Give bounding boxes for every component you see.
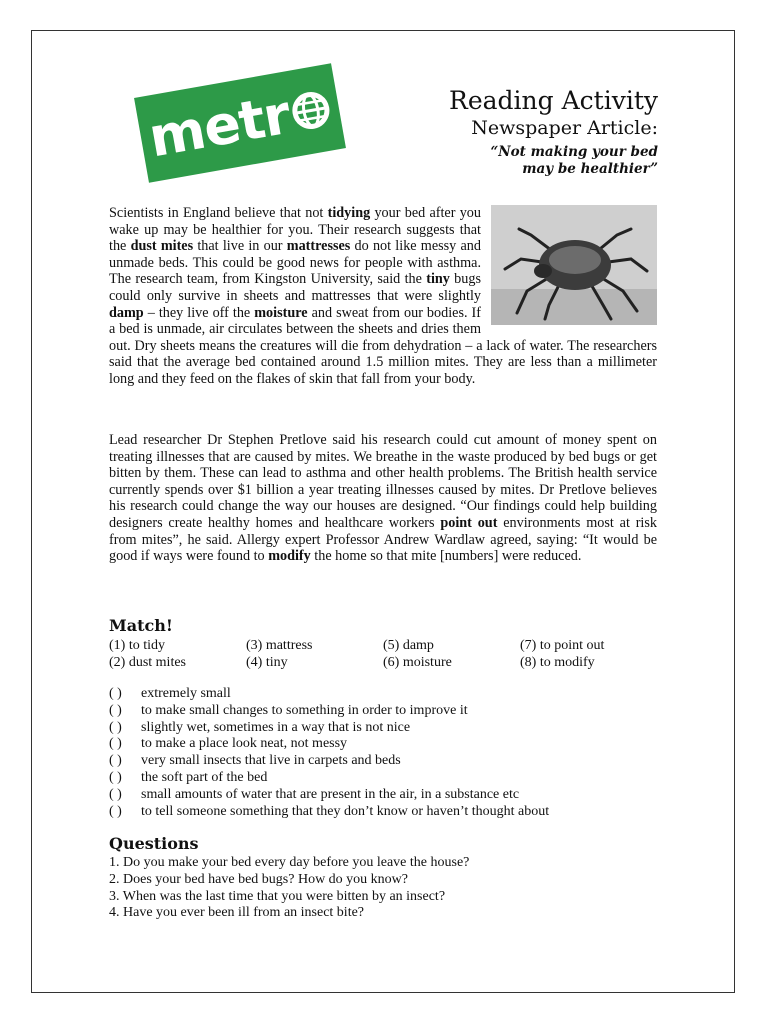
question-item: 3. When was the last time that you were bitten by an insect? (109, 888, 446, 904)
match-word: (6) moisture (383, 654, 452, 670)
match-definitions (109, 686, 669, 820)
text-run: Lead researcher Dr Stephen Pretlove said his research could cut amount of money spent on treating illnesses that are caused by mites. We breathe in the waste produced by bed bugs or get bitten by them. These can lead to asthma and other health problems. The British health service currently spends over $1 billion a year treating illnesses caused by mites. Dr Pretlove believes his research could change the way our houses are designed. “Our findings could help building designers create healthy homes and healthcare workers (109, 432, 657, 531)
logo-text: metr (144, 82, 295, 170)
definition-text: to tell someone something that they don’t know or haven’t thought about (141, 803, 550, 819)
definition-text: very small insects that live in carpets and beds (141, 753, 401, 769)
definition-text: to make a place look neat, not messy (141, 736, 348, 752)
question-item: 1. Do you make your bed every day before you leave the house? (109, 855, 470, 870)
answer-blank[interactable]: ( ) (109, 719, 122, 735)
vocab-word: dust mites (130, 238, 194, 255)
text-run: the home so that mite [numbers] were reduced. (310, 548, 582, 565)
definition-row (109, 720, 669, 737)
question-item: 2. Does your bed have bed bugs? How do you know? (109, 871, 408, 887)
vocab-word: mattresses (286, 238, 351, 255)
match-word: (8) to modify (520, 654, 595, 670)
answer-blank[interactable]: ( ) (109, 702, 122, 718)
definition-row (109, 770, 669, 787)
questions-list (109, 855, 669, 922)
definition-row (109, 736, 669, 753)
match-word: (2) dust mites (109, 654, 186, 670)
article-headline (449, 144, 658, 178)
match-word: (4) tiny (246, 654, 288, 670)
vocab-word: tiny (426, 271, 450, 288)
header (449, 86, 658, 178)
vocab-word: moisture (254, 304, 308, 321)
globe-icon (287, 87, 333, 133)
text-run: bugs could only survive in sheets and mattresses that were slightly (109, 271, 481, 304)
text-run: do not like messy and unmade beds. This could be good news for people with asthma. The research team, from Kingston University, said the (109, 238, 481, 288)
headline-line-1: “Not making your bed (490, 144, 658, 160)
text-run: your bed after you wake up may be healthier for you. Their research suggests that the (109, 205, 481, 255)
vocab-word: point out (440, 514, 498, 531)
answer-blank[interactable]: ( ) (109, 803, 122, 819)
vocab-word: modify (268, 548, 311, 565)
page-title: Reading Activity (449, 86, 658, 115)
answer-blank[interactable]: ( ) (109, 686, 122, 701)
paragraph-2-text (109, 432, 657, 564)
definition-text: the soft part of the bed (141, 769, 268, 785)
vocab-word: tidying (327, 205, 371, 221)
definition-row (109, 753, 669, 770)
question-item: 4. Have you ever been ill from an insect bite? (109, 905, 365, 921)
text-run: environments most at risk from mites”, he said. Allergy expert Professor Andrew Wardlaw agreed, saying: “It would be good if ways were found to (109, 514, 657, 565)
definition-text: slightly wet, sometimes in a way that is not nice (141, 719, 411, 735)
text-run: that live in our (193, 238, 287, 255)
text-run: and sweat from our bodies. If a bed is unmade, air circulates between the sheets and dries them out. Dry sheets means the creatures will die from dehydration – a lack of water. The researchers said that the average bed contained around 1.5 million mites. They are less than a millimeter long and they feed on the flakes of skin that fall from your body. (109, 304, 657, 387)
answer-blank[interactable]: ( ) (109, 753, 122, 769)
definition-text: extremely small (141, 686, 231, 701)
vocab-word: damp (109, 304, 144, 321)
answer-blank[interactable]: ( ) (109, 736, 122, 752)
answer-blank[interactable]: ( ) (109, 786, 122, 802)
headline-line-2: may be healthier” (522, 161, 658, 177)
match-word: (1) to tidy (109, 638, 165, 653)
article-paragraph-2 (109, 432, 657, 565)
definition-text: small amounts of water that are present in the air, in a substance etc (141, 786, 520, 802)
definition-row (109, 787, 669, 804)
text-run: – they live off the (143, 304, 255, 321)
answer-blank[interactable]: ( ) (109, 769, 122, 785)
definition-text: to make small changes to something in order to improve it (141, 702, 468, 718)
match-heading: Match! (109, 616, 173, 635)
match-word: (3) mattress (246, 638, 313, 653)
dust-mite-photo (491, 205, 657, 325)
definition-row (109, 686, 669, 703)
page-subtitle: Newspaper Article: (471, 117, 658, 139)
match-word: (5) damp (383, 638, 434, 653)
text-run: Scientists in England believe that not (109, 205, 328, 221)
definition-row (109, 804, 669, 821)
article-paragraph-1 (109, 205, 657, 388)
match-word-list (109, 638, 669, 671)
definition-row (109, 703, 669, 720)
match-word: (7) to point out (520, 638, 605, 653)
questions-heading: Questions (109, 834, 199, 853)
